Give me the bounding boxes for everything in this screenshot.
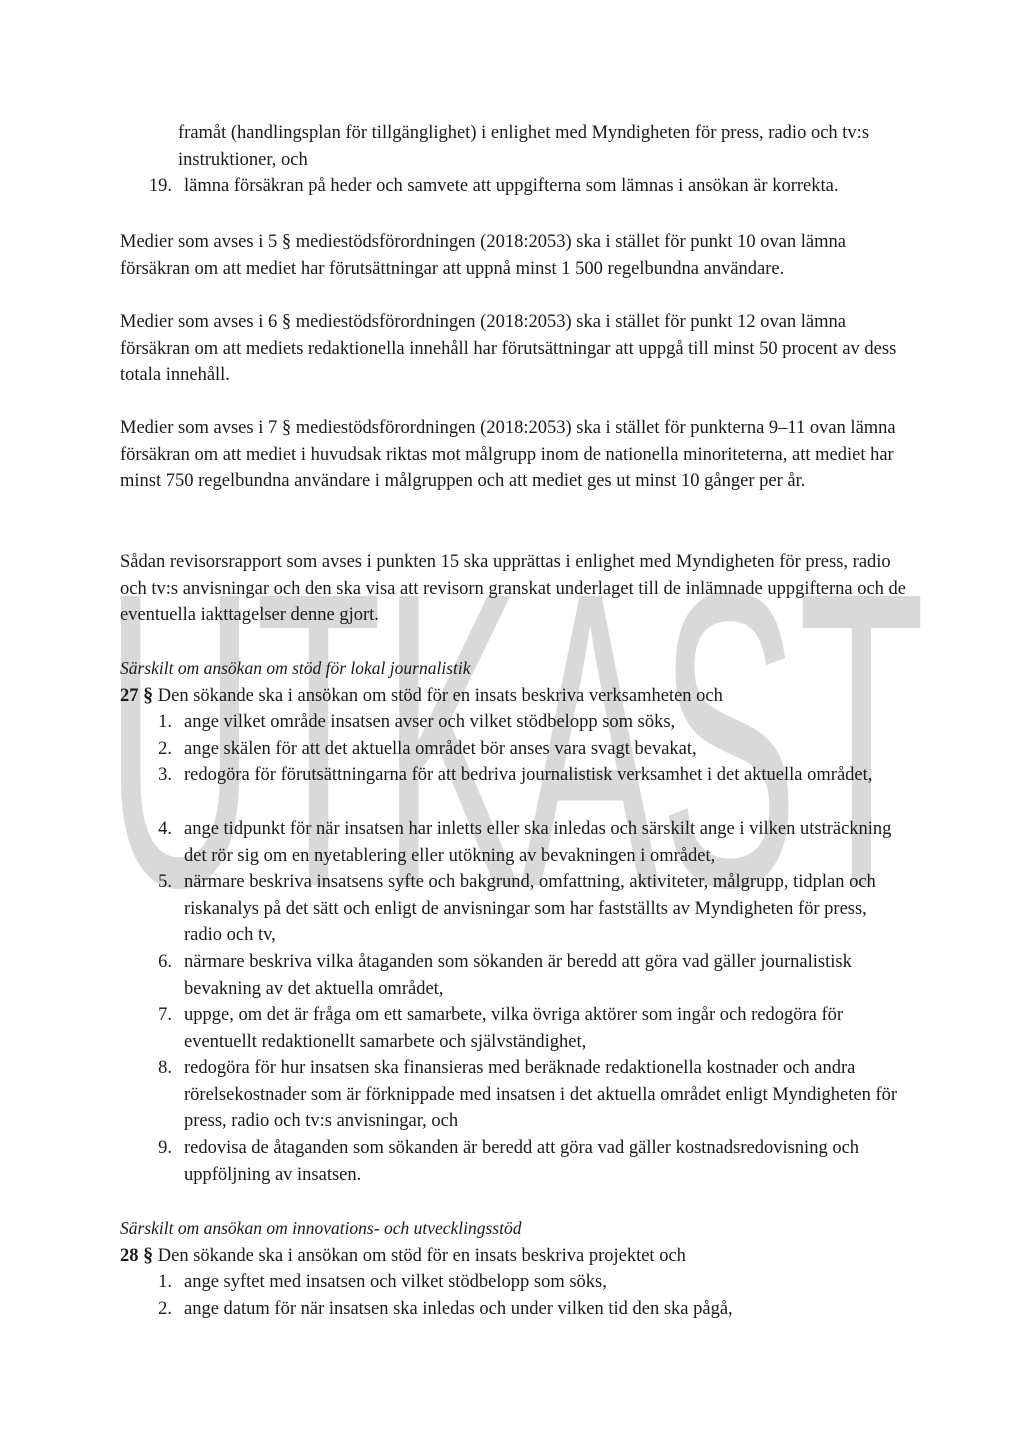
list-item-number: 8. xyxy=(158,1058,172,1078)
watermark-text: UTKAST xyxy=(105,506,925,905)
list-item-text: redogöra för förutsättningarna för att bedriva journalistisk verksamhet i det aktuella området, xyxy=(184,765,873,785)
list-item-number: 3. xyxy=(158,765,172,785)
section-28-heading: Särskilt om ansökan om innovations- och utvecklingsstöd xyxy=(120,1218,522,1238)
section-28-number: 28 xyxy=(120,1246,139,1266)
list-item-number: 9. xyxy=(158,1138,172,1158)
section-mark: § xyxy=(143,684,154,706)
list-continuation-text: framåt (handlingsplan för tillgänglighet) i enlighet med Myndigheten för press, radio och tv:s instruktioner, och xyxy=(178,123,870,170)
list-item-text: närmare beskriva insatsens syfte och bakgrund, omfattning, aktiviteter, målgrupp, tidplan och riskanalys på det sätt och enligt de anvisningar som har fastställts av Myndigheten för press, radio och tv, xyxy=(184,872,876,946)
list-item-number: 7. xyxy=(158,1005,172,1025)
list-item-number: 1. xyxy=(158,712,172,732)
list-item-number: 19. xyxy=(148,176,172,196)
section-27-intro-text: Den sökande ska i ansökan om stöd för en insats beskriva verksamheten och xyxy=(157,686,723,706)
list-item-text: uppge, om det är fråga om ett samarbete, vilka övriga aktörer som ingår och redogöra för eventuellt redaktionellt samarbete och självständighet, xyxy=(184,1005,844,1052)
list-item-text: ange skälen för att det aktuella området bör anses vara svagt bevakat, xyxy=(184,739,697,759)
paragraph-6-section: Medier som avses i 6 § mediestödsförordningen (2018:2053) ska i stället för punkt 12 ovan lämna försäkran om att mediets redaktionella innehåll har förutsättningar att uppgå till minst 50 procent av dess totala innehåll. xyxy=(120,312,897,386)
list-item-text: ange syftet med insatsen och vilket stödbelopp som söks, xyxy=(184,1272,607,1292)
list-item-text: ange vilket område insatsen avser och vilket stödbelopp som söks, xyxy=(184,712,676,732)
section-27-intro xyxy=(120,682,910,710)
section-27-heading: Särskilt om ansökan om stöd för lokal journalistik xyxy=(120,658,471,678)
list-item-number: 2. xyxy=(158,1299,172,1319)
section-mark: § xyxy=(143,1244,154,1266)
list-item-number: 4. xyxy=(158,819,172,839)
list-item-number: 2. xyxy=(158,739,172,759)
paragraph-7-section: Medier som avses i 7 § mediestödsförordningen (2018:2053) ska i stället för punkterna 9–11 ovan lämna försäkran om att mediet i huvudsak riktas mot målgrupp inom de nationella minoriteterna, att mediet har minst 750 regelbundna användare i målgruppen och att mediet ges ut minst 10 gånger per år. xyxy=(120,418,896,492)
list-item-text: lämna försäkran på heder och samvete att uppgifterna som lämnas i ansökan är korrekta. xyxy=(184,176,839,196)
paragraph-revisorsrapport: Sådan revisorsrapport som avses i punkten 15 ska upprättas i enlighet med Myndigheten för press, radio och tv:s anvisningar och den ska visa att revisorn granskat underlaget till de inlämnade uppgifterna och de eventuella iakttagelser denne gjort. xyxy=(120,552,907,626)
list-item-number: 6. xyxy=(158,952,172,972)
list-item-text: närmare beskriva vilka åtaganden som sökanden är beredd att göra vad gäller journalistisk bevakning av det aktuella området, xyxy=(184,952,852,999)
section-27-number: 27 xyxy=(120,686,139,706)
list-item-number: 5. xyxy=(158,872,172,892)
list-item-number: 1. xyxy=(158,1272,172,1292)
paragraph-5-section: Medier som avses i 5 § mediestödsförordningen (2018:2053) ska i stället för punkt 10 ovan lämna försäkran om att mediet har förutsättningar att uppnå minst 1 500 regelbundna användare. xyxy=(120,232,846,279)
list-item-text: ange datum för när insatsen ska inledas och under vilken tid den ska pågå, xyxy=(184,1299,733,1319)
list-item-text: redogöra för hur insatsen ska finansieras med beräknade redaktionella kostnader och andra rörelsekostnader som är förknippade med insatsen i det aktuella området enligt Myndigheten för press, radio och tv:s anvisningar, och xyxy=(184,1058,898,1132)
list-item-text: redovisa de åtaganden som sökanden är beredd att göra vad gäller kostnadsredovisning och uppföljning av insatsen. xyxy=(184,1138,860,1185)
section-28-intro-text: Den sökande ska i ansökan om stöd för en insats beskriva projektet och xyxy=(157,1246,686,1266)
section-28-intro xyxy=(120,1242,910,1270)
list-item-text: ange tidpunkt för när insatsen har inletts eller ska inledas och särskilt ange i vilken utsträckning det rör sig om en nyetablering eller utökning av bevakningen i området, xyxy=(184,819,892,866)
